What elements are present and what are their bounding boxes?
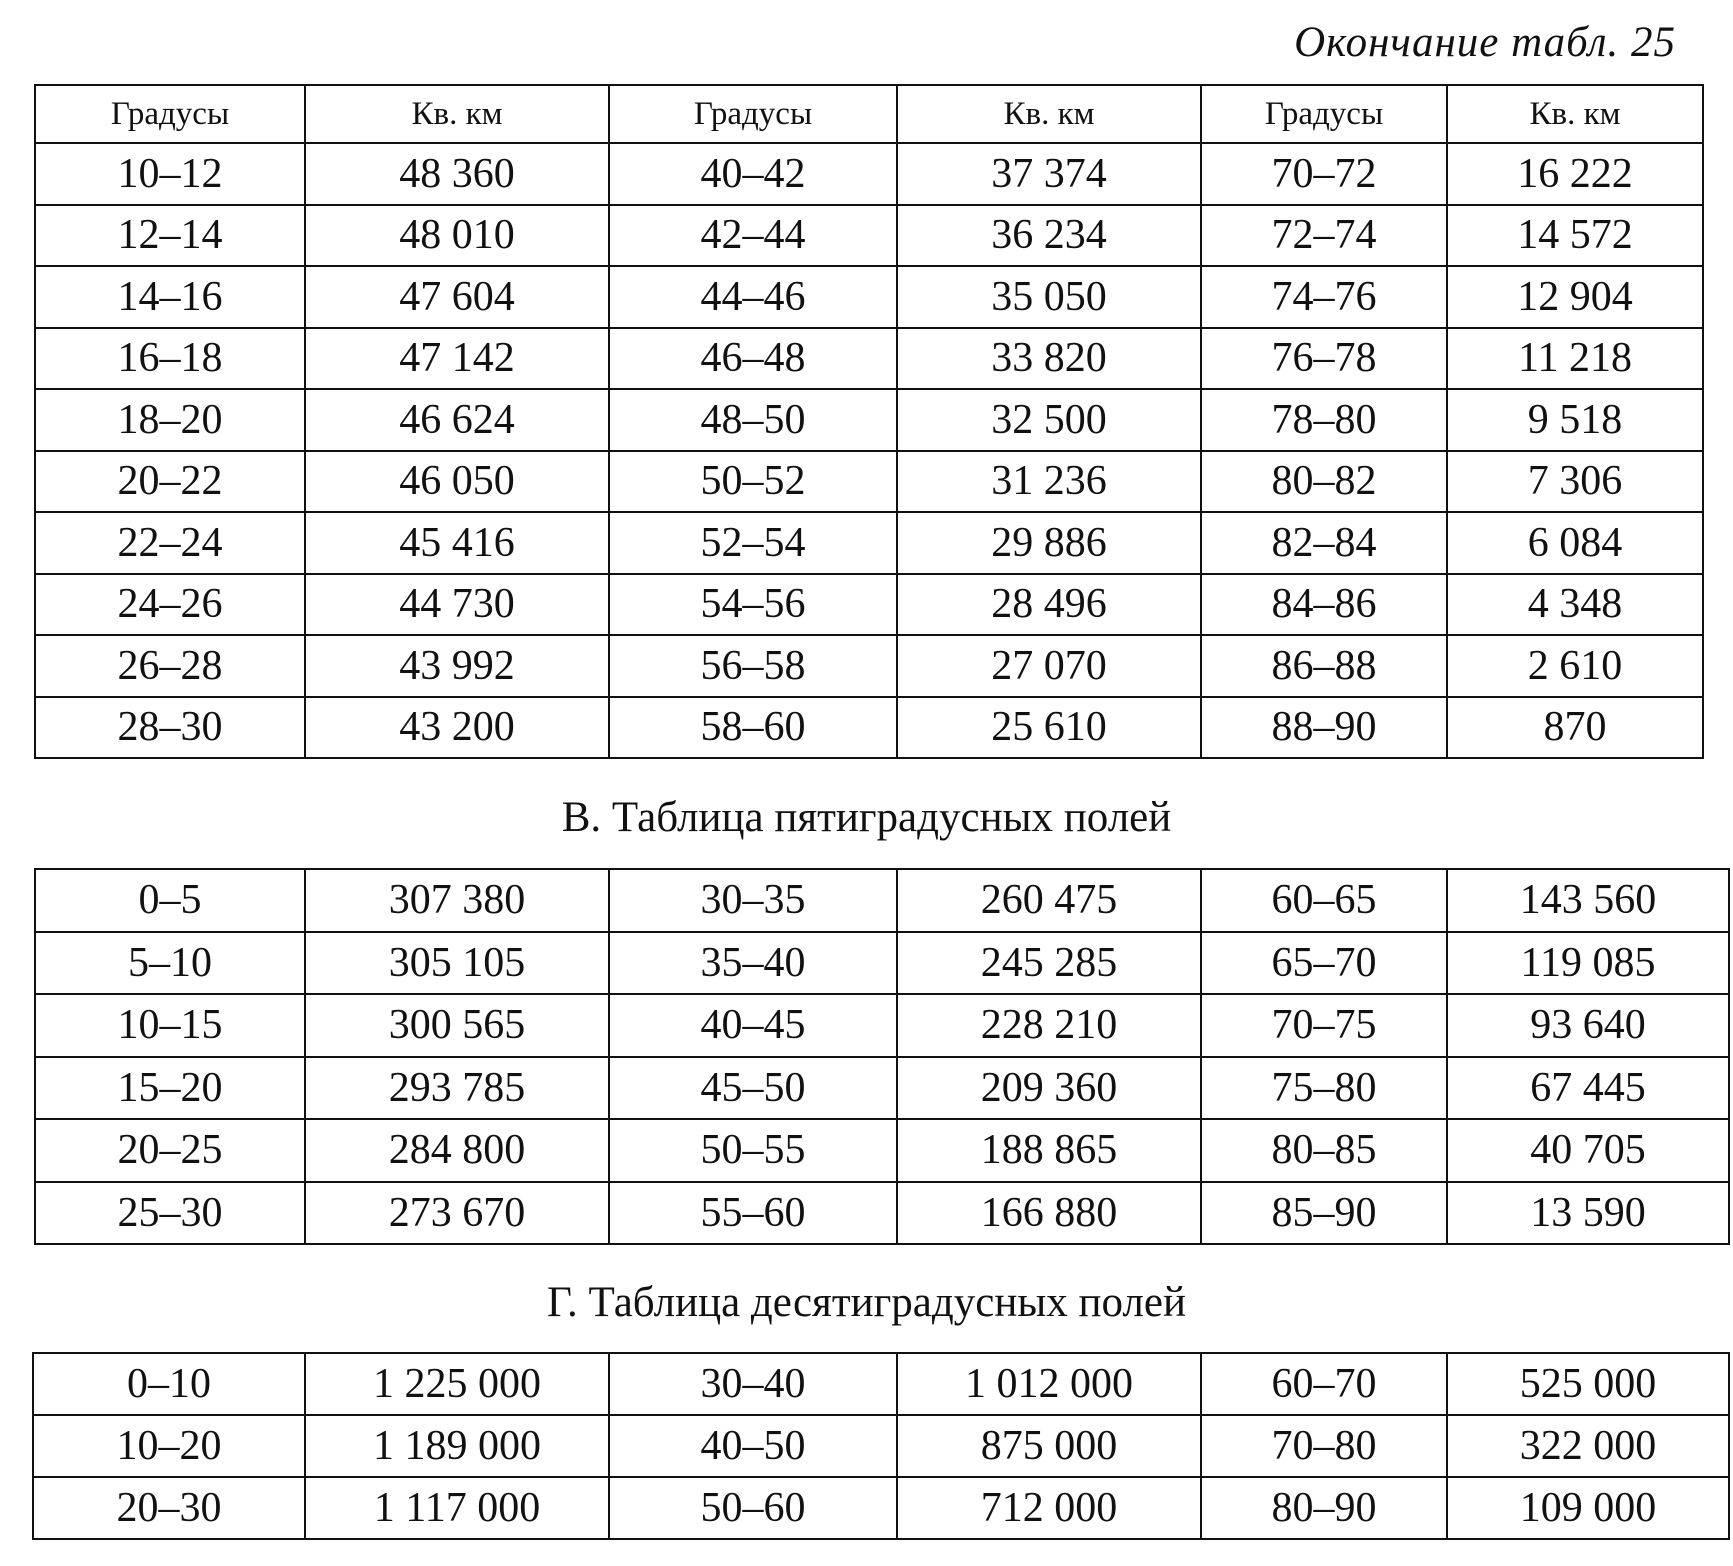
degree-range-cell: 35–40	[609, 932, 897, 995]
degree-range-cell: 50–52	[609, 451, 897, 513]
degree-range-cell: 30–35	[609, 869, 897, 932]
degree-range-cell: 70–75	[1201, 994, 1447, 1057]
degree-range-cell: 44–46	[609, 266, 897, 328]
area-cell: 48 010	[305, 205, 609, 267]
column-header: Кв. км	[1447, 85, 1703, 143]
area-cell: 260 475	[897, 869, 1201, 932]
area-cell: 188 865	[897, 1119, 1201, 1182]
area-cell: 28 496	[897, 574, 1201, 636]
degree-range-cell: 16–18	[35, 328, 305, 390]
degree-range-cell: 60–70	[1201, 1353, 1447, 1415]
degree-range-cell: 72–74	[1201, 205, 1447, 267]
degree-range-cell: 80–85	[1201, 1119, 1447, 1182]
area-cell: 228 210	[897, 994, 1201, 1057]
degree-range-cell: 28–30	[35, 697, 305, 759]
degree-range-cell: 45–50	[609, 1057, 897, 1120]
table-row	[33, 1477, 1729, 1539]
area-cell: 525 000	[1447, 1353, 1729, 1415]
column-header: Градусы	[609, 85, 897, 143]
degree-range-cell: 48–50	[609, 389, 897, 451]
degree-range-cell: 46–48	[609, 328, 897, 390]
section-title-c: Г. Таблица десятиградусных полей	[547, 1279, 1186, 1326]
area-cell: 25 610	[897, 697, 1201, 759]
degree-range-cell: 0–5	[35, 869, 305, 932]
degree-range-cell: 12–14	[35, 205, 305, 267]
area-cell: 29 886	[897, 512, 1201, 574]
header-row	[35, 85, 1703, 143]
table-row	[35, 205, 1703, 267]
area-cell: 209 360	[897, 1057, 1201, 1120]
table-b	[34, 868, 1730, 1245]
table-row	[35, 328, 1703, 390]
area-cell: 1 225 000	[305, 1353, 609, 1415]
area-cell: 32 500	[897, 389, 1201, 451]
degree-range-cell: 26–28	[35, 635, 305, 697]
area-cell: 11 218	[1447, 328, 1703, 390]
degree-range-cell: 42–44	[609, 205, 897, 267]
degree-range-cell: 52–54	[609, 512, 897, 574]
degree-range-cell: 20–22	[35, 451, 305, 513]
area-cell: 47 604	[305, 266, 609, 328]
table-row	[35, 512, 1703, 574]
table-row	[33, 1353, 1729, 1415]
table-c	[32, 1352, 1730, 1540]
table-row	[35, 1182, 1729, 1245]
degree-range-cell: 75–80	[1201, 1057, 1447, 1120]
area-cell: 46 050	[305, 451, 609, 513]
table-row	[35, 266, 1703, 328]
degree-range-cell: 74–76	[1201, 266, 1447, 328]
table-row	[35, 451, 1703, 513]
area-cell: 48 360	[305, 143, 609, 205]
table-row	[35, 994, 1729, 1057]
area-cell: 27 070	[897, 635, 1201, 697]
table-row	[35, 635, 1703, 697]
area-cell: 245 285	[897, 932, 1201, 995]
area-cell: 9 518	[1447, 389, 1703, 451]
table-row	[35, 1057, 1729, 1120]
area-cell: 35 050	[897, 266, 1201, 328]
area-cell: 322 000	[1447, 1415, 1729, 1477]
column-header: Градусы	[1201, 85, 1447, 143]
area-cell: 273 670	[305, 1182, 609, 1245]
area-cell: 47 142	[305, 328, 609, 390]
area-cell: 712 000	[897, 1477, 1201, 1539]
area-cell: 300 565	[305, 994, 609, 1057]
degree-range-cell: 84–86	[1201, 574, 1447, 636]
degree-range-cell: 82–84	[1201, 512, 1447, 574]
area-cell: 13 590	[1447, 1182, 1729, 1245]
area-cell: 31 236	[897, 451, 1201, 513]
table-row	[35, 932, 1729, 995]
area-cell: 33 820	[897, 328, 1201, 390]
area-cell: 870	[1447, 697, 1703, 759]
degree-range-cell: 85–90	[1201, 1182, 1447, 1245]
table-a	[34, 84, 1704, 759]
degree-range-cell: 40–50	[609, 1415, 897, 1477]
table-row	[35, 869, 1729, 932]
degree-range-cell: 76–78	[1201, 328, 1447, 390]
degree-range-cell: 80–82	[1201, 451, 1447, 513]
degree-range-cell: 60–65	[1201, 869, 1447, 932]
degree-range-cell: 58–60	[609, 697, 897, 759]
continuation-label: Окончание табл. 25	[1294, 19, 1676, 66]
area-cell: 305 105	[305, 932, 609, 995]
degree-range-cell: 25–30	[35, 1182, 305, 1245]
degree-range-cell: 86–88	[1201, 635, 1447, 697]
degree-range-cell: 24–26	[35, 574, 305, 636]
area-cell: 875 000	[897, 1415, 1201, 1477]
area-cell: 12 904	[1447, 266, 1703, 328]
table-row	[33, 1415, 1729, 1477]
degree-range-cell: 70–80	[1201, 1415, 1447, 1477]
area-cell: 143 560	[1447, 869, 1729, 932]
area-cell: 166 880	[897, 1182, 1201, 1245]
area-cell: 293 785	[305, 1057, 609, 1120]
column-header: Градусы	[35, 85, 305, 143]
degree-range-cell: 10–15	[35, 994, 305, 1057]
table-row	[35, 1119, 1729, 1182]
degree-range-cell: 70–72	[1201, 143, 1447, 205]
degree-range-cell: 22–24	[35, 512, 305, 574]
column-header: Кв. км	[897, 85, 1201, 143]
area-cell: 16 222	[1447, 143, 1703, 205]
degree-range-cell: 0–10	[33, 1353, 305, 1415]
degree-range-cell: 18–20	[35, 389, 305, 451]
area-cell: 1 117 000	[305, 1477, 609, 1539]
degree-range-cell: 56–58	[609, 635, 897, 697]
area-cell: 2 610	[1447, 635, 1703, 697]
degree-range-cell: 65–70	[1201, 932, 1447, 995]
area-cell: 44 730	[305, 574, 609, 636]
area-cell: 119 085	[1447, 932, 1729, 995]
area-cell: 14 572	[1447, 205, 1703, 267]
area-cell: 1 189 000	[305, 1415, 609, 1477]
degree-range-cell: 40–45	[609, 994, 897, 1057]
area-cell: 4 348	[1447, 574, 1703, 636]
area-cell: 109 000	[1447, 1477, 1729, 1539]
area-cell: 36 234	[897, 205, 1201, 267]
area-cell: 284 800	[305, 1119, 609, 1182]
degree-range-cell: 55–60	[609, 1182, 897, 1245]
section-title-b: В. Таблица пятиградусных полей	[561, 794, 1172, 841]
degree-range-cell: 5–10	[35, 932, 305, 995]
table-row	[35, 574, 1703, 636]
degree-range-cell: 30–40	[609, 1353, 897, 1415]
degree-range-cell: 50–55	[609, 1119, 897, 1182]
area-cell: 7 306	[1447, 451, 1703, 513]
degree-range-cell: 50–60	[609, 1477, 897, 1539]
degree-range-cell: 88–90	[1201, 697, 1447, 759]
area-cell: 67 445	[1447, 1057, 1729, 1120]
table-row	[35, 697, 1703, 759]
degree-range-cell: 78–80	[1201, 389, 1447, 451]
area-cell: 93 640	[1447, 994, 1729, 1057]
area-cell: 43 992	[305, 635, 609, 697]
table-row	[35, 389, 1703, 451]
degree-range-cell: 54–56	[609, 574, 897, 636]
degree-range-cell: 15–20	[35, 1057, 305, 1120]
degree-range-cell: 20–30	[33, 1477, 305, 1539]
area-cell: 6 084	[1447, 512, 1703, 574]
degree-range-cell: 10–20	[33, 1415, 305, 1477]
table-row	[35, 143, 1703, 205]
degree-range-cell: 10–12	[35, 143, 305, 205]
area-cell: 46 624	[305, 389, 609, 451]
degree-range-cell: 14–16	[35, 266, 305, 328]
area-cell: 37 374	[897, 143, 1201, 205]
area-cell: 40 705	[1447, 1119, 1729, 1182]
area-cell: 307 380	[305, 869, 609, 932]
area-cell: 45 416	[305, 512, 609, 574]
degree-range-cell: 40–42	[609, 143, 897, 205]
area-cell: 1 012 000	[897, 1353, 1201, 1415]
area-cell: 43 200	[305, 697, 609, 759]
degree-range-cell: 80–90	[1201, 1477, 1447, 1539]
column-header: Кв. км	[305, 85, 609, 143]
degree-range-cell: 20–25	[35, 1119, 305, 1182]
